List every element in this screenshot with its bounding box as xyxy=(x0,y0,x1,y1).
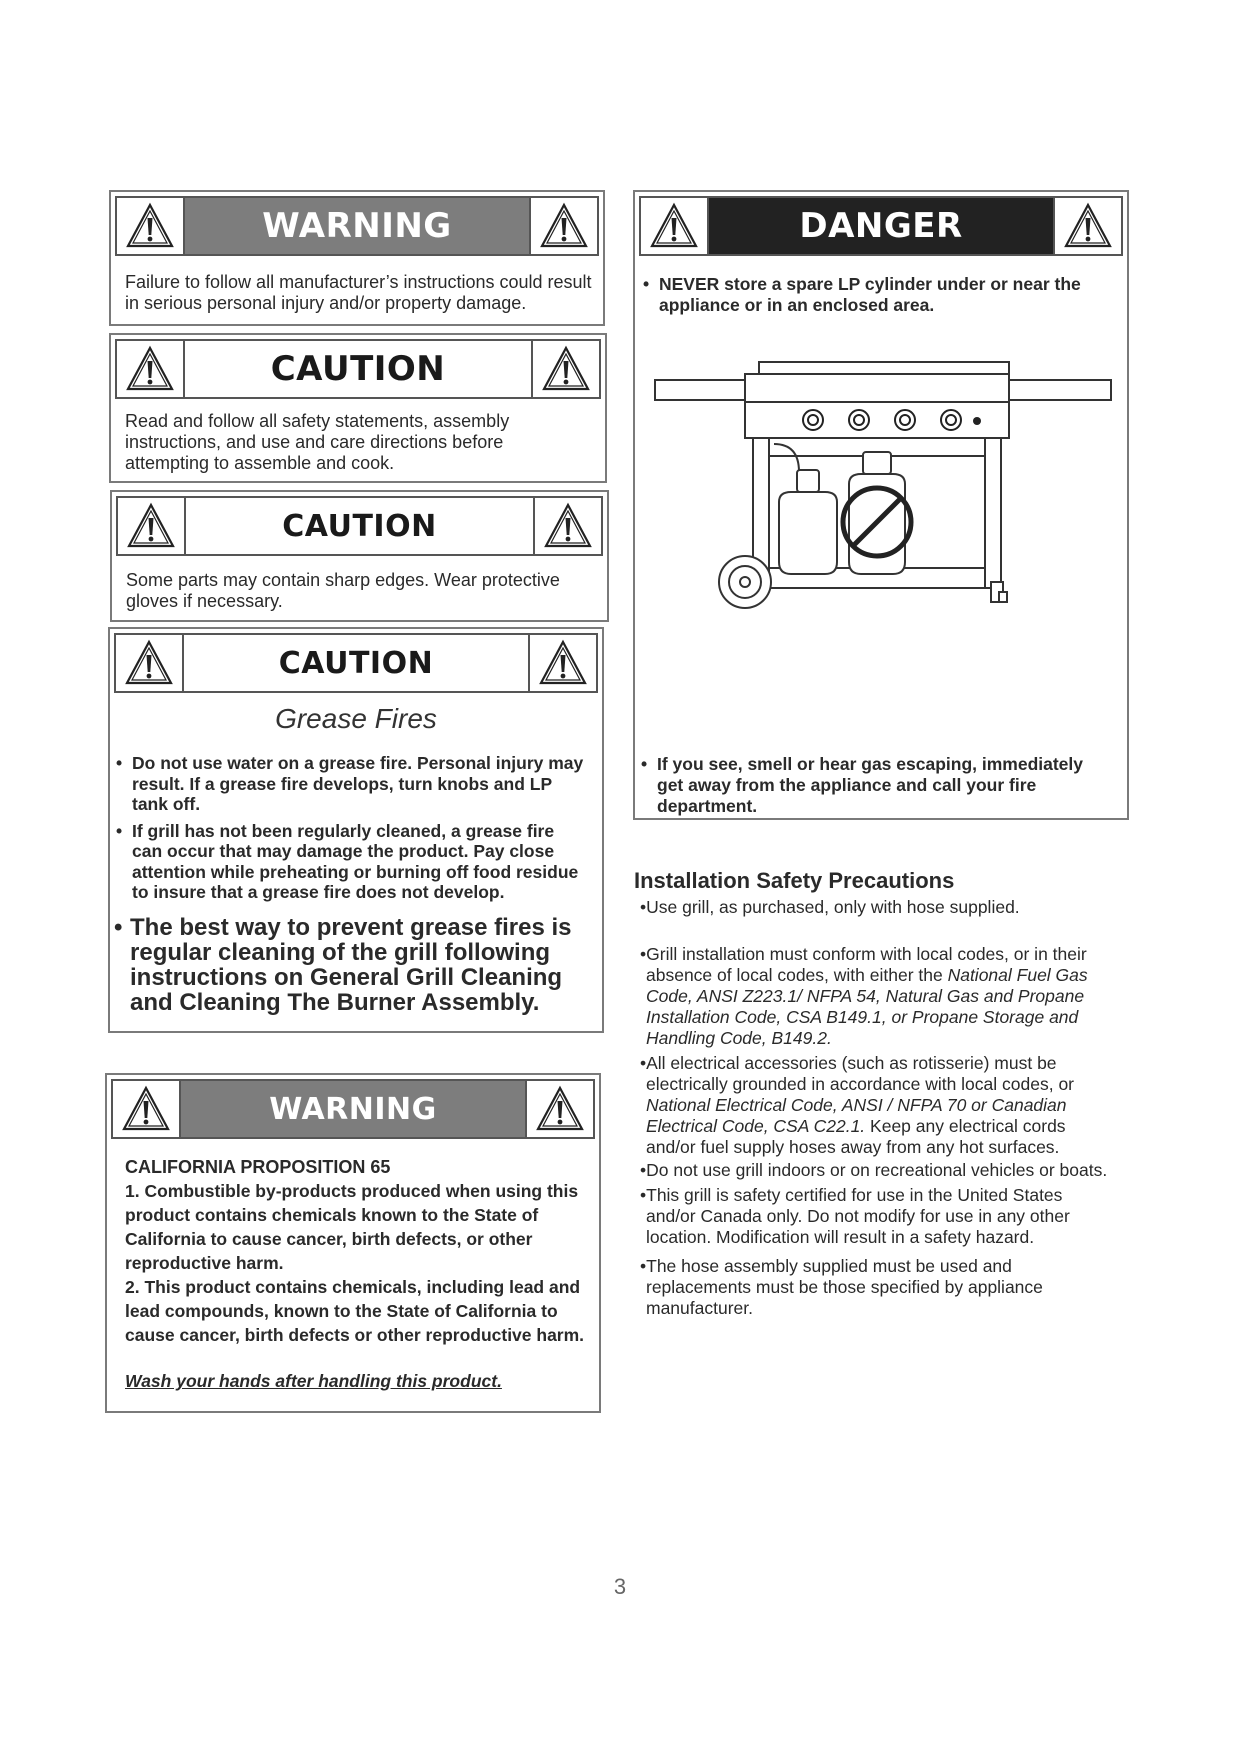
caution-box-grease-fires xyxy=(108,627,604,1033)
list-item: • NEVER store a spare LP cylinder under or near the appliance or in an enclosed area. xyxy=(643,274,1103,316)
caution-box-1 xyxy=(109,333,607,483)
grill-illustration xyxy=(649,352,1119,632)
installation-p3-code: National Electrical Code, ANSI / NFPA 70 or Canadian Electrical Code, CSA C22.1. xyxy=(646,1095,1067,1136)
grease-fires-subtitle: Grease Fires xyxy=(275,703,437,734)
caution-text: Read and follow all safety statements, assembly instructions, and use and care directions before attempting to assemble and cook. xyxy=(125,411,510,473)
caution-text: Some parts may contain sharp edges. Wear protective gloves if necessary. xyxy=(126,570,560,611)
installation-p3-text: •All electrical accessories (such as rotisserie) must be electrically grounded in accordance with local codes, or xyxy=(640,1053,1075,1094)
warning-triangle-icon xyxy=(533,498,601,554)
list-item: • If you see, smell or hear gas escaping, immediately get away from the appliance and call your fire department. xyxy=(641,754,1111,817)
installation-title: Installation Safety Precautions xyxy=(634,868,955,893)
danger-box xyxy=(633,190,1129,820)
caution-header xyxy=(115,339,601,399)
caution-box-2 xyxy=(110,490,609,622)
list-item: • If grill has not been regularly cleaned, a grease fire can occur that may damage the product. Pay close attention while preheating or burning off food residue to insure that a grease fire does not develop. xyxy=(116,821,586,903)
warning-triangle-icon xyxy=(1053,198,1121,254)
danger-bullet-1 xyxy=(643,274,1103,316)
installation-p6: •The hose assembly supplied must be used and replacements must be those specified by appliance manufacturer. xyxy=(640,1256,1043,1318)
installation-p2 xyxy=(640,944,1116,1049)
caution-label: CAUTION xyxy=(184,635,528,691)
installation-p3-tail: Keep any electrical cords and/or fuel supply hoses away from any hot surfaces. xyxy=(646,1116,1066,1157)
warning-triangle-icon xyxy=(528,635,596,691)
warning-triangle-icon xyxy=(117,198,185,254)
caution-label: CAUTION xyxy=(186,498,533,554)
installation-p2-text: •Grill installation must conform with local codes, or in their absence of local codes, with either the xyxy=(640,944,1087,985)
page-number: 3 xyxy=(613,1574,627,1599)
warning-triangle-icon xyxy=(641,198,709,254)
warning-header xyxy=(111,1079,595,1139)
installation-p2-code: National Fuel Gas Code, ANSI Z223.1/ NFPA 54, Natural Gas and Propane Installation Code, CSA B149.1, or Propane Storage and Handling Code, B149.2. xyxy=(646,965,1088,1048)
installation-p4: •Do not use grill indoors or on recreational vehicles or boats. xyxy=(640,1160,1108,1180)
warning-label: WARNING xyxy=(185,198,529,254)
installation-p5: •This grill is safety certified for use in the United States and/or Canada only. Do not modify for use in any other location. Modification will result in a safety hazard. xyxy=(640,1185,1070,1247)
warning-triangle-icon xyxy=(116,635,184,691)
warning-triangle-icon xyxy=(118,498,186,554)
installation-p3 xyxy=(640,1053,1116,1158)
warning-triangle-icon xyxy=(117,341,185,397)
danger-header xyxy=(639,196,1123,256)
caution-header xyxy=(114,633,598,693)
warning-box-prop65 xyxy=(105,1073,601,1413)
caution-header xyxy=(116,496,603,556)
prop65-footer: Wash your hands after handling this product. xyxy=(125,1371,502,1391)
prop65-title: CALIFORNIA PROPOSITION 65 xyxy=(125,1157,391,1177)
warning-box-1 xyxy=(109,190,605,326)
warning-label: WARNING xyxy=(181,1081,525,1137)
warning-text: Failure to follow all manufacturer’s instructions could result in serious personal injury and/or property damage. xyxy=(125,272,592,313)
prop65-item-2: 2. This product contains chemicals, including lead and lead compounds, known to the State of California to cause cancer, birth defects or other reproductive harm. xyxy=(125,1277,585,1345)
warning-header xyxy=(115,196,599,256)
warning-triangle-icon xyxy=(113,1081,181,1137)
warning-triangle-icon xyxy=(525,1081,593,1137)
list-item: • The best way to prevent grease fires is regular cleaning of the grill following instructions on General Grill Cleaning and Cleaning The Burner Assembly. xyxy=(114,915,584,1015)
installation-p1: •Use grill, as purchased, only with hose supplied. xyxy=(640,897,1020,917)
grease-fire-bullets xyxy=(116,753,586,903)
warning-triangle-icon xyxy=(531,341,599,397)
danger-label: DANGER xyxy=(709,198,1053,254)
list-item: • Do not use water on a grease fire. Personal injury may result. If a grease fire develops, turn knobs and LP tank off. xyxy=(116,753,586,815)
caution-label: CAUTION xyxy=(185,341,531,397)
warning-triangle-icon xyxy=(529,198,597,254)
prop65-item-1: 1. Combustible by-products produced when using this product contains chemicals known to the State of California to cause cancer, birth defects, or other reproductive harm. xyxy=(125,1181,579,1273)
danger-bullet-2 xyxy=(641,754,1111,817)
grease-fire-big-bullet xyxy=(114,915,584,1015)
